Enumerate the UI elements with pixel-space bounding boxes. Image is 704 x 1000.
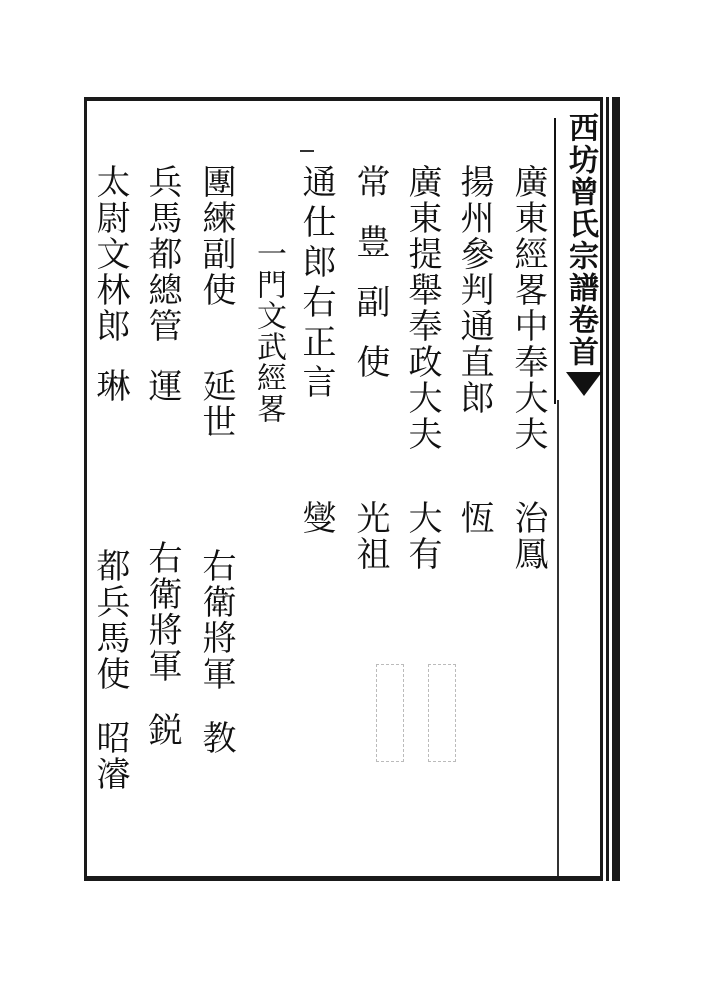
column-2-name: 恆 [454, 500, 494, 536]
lower-column-2-title: 右衛將軍 [142, 540, 182, 684]
column-9-title: 太尉文林郎 [90, 164, 130, 344]
spine-rule [557, 400, 559, 876]
faint-seal-mark-2 [428, 664, 456, 762]
faint-seal-mark [376, 664, 404, 762]
column-6-title: 一門文武經畧 [251, 238, 286, 424]
column-4-name: 光祖 [350, 500, 390, 572]
column-5-dash [300, 150, 314, 152]
frame-left-border [84, 97, 87, 881]
frame-bottom-border [84, 876, 620, 881]
lower-column-1-title: 右衛將軍 [196, 548, 236, 692]
lower-column-2-name: 鋭 [142, 712, 182, 748]
lower-column-3-name: 昭濬 [90, 720, 130, 792]
column-3-title: 廣東提舉奉政大夫 [402, 164, 442, 452]
lower-column-1-name: 教 [196, 720, 236, 756]
column-1-title: 廣東經畧中奉大夫 [508, 164, 548, 452]
column-7-name: 延世 [196, 368, 236, 440]
column-2-title: 揚州參判通直郎 [454, 164, 494, 416]
column-9-name: 琳 [90, 368, 130, 404]
lower-column-3-title: 都兵馬使 [90, 548, 130, 692]
column-4-title: 常豊副使 [350, 164, 390, 404]
spine-divider [554, 118, 556, 404]
column-5-title: 通仕郎右正言 [296, 164, 336, 404]
column-3-name: 大有 [402, 500, 442, 572]
column-8-title: 兵馬都總管 [142, 164, 182, 344]
frame-top-border [84, 97, 620, 101]
column-8-name: 運 [142, 368, 182, 404]
fishtail-mark [566, 372, 602, 396]
column-7-title: 團練副使 [196, 164, 236, 308]
frame-right-border [600, 97, 620, 881]
column-1-name: 治鳳 [508, 500, 548, 572]
spine-title: 西坊曾氏宗譜卷首 [563, 112, 598, 368]
column-5-name: 燮 [296, 500, 336, 536]
